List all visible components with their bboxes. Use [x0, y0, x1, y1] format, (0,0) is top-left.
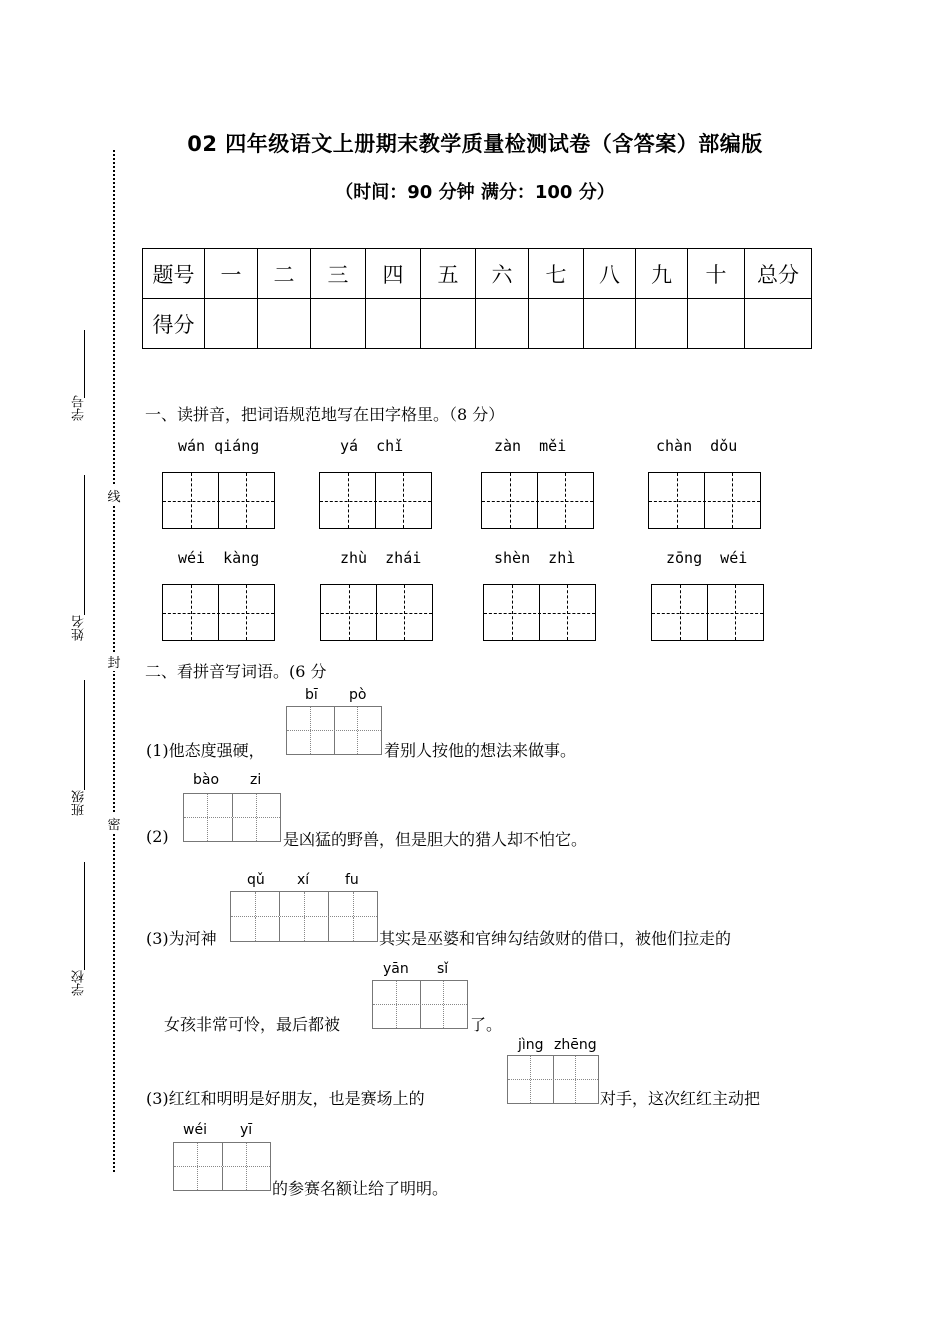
- score-header-cell: 总分: [745, 249, 812, 299]
- student-name-label: 姓名: [72, 615, 87, 641]
- pinyin-label: wéi kàng: [178, 549, 260, 567]
- answer-box[interactable]: [286, 706, 382, 755]
- score-header-cell: 九: [636, 249, 688, 299]
- score-cell[interactable]: [258, 299, 311, 349]
- score-table-score-row: [143, 299, 812, 349]
- pinyin-label: shèn zhì: [494, 549, 576, 567]
- school-label: 学校: [72, 970, 87, 996]
- score-cell[interactable]: [584, 299, 636, 349]
- score-header-cell: 题号: [143, 249, 205, 299]
- student-name-field[interactable]: [84, 475, 85, 615]
- pinyin-label: zhù zhái: [340, 549, 422, 567]
- score-header-cell: 二: [258, 249, 311, 299]
- pinyin-label: xí: [297, 872, 310, 888]
- question-text: 其实是巫婆和官绅勾结敛财的借口，被他们拉走的: [379, 929, 732, 948]
- binding-char-feng: 封: [106, 652, 122, 671]
- pinyin-label: zhēng: [554, 1037, 597, 1053]
- score-header-cell: 八: [584, 249, 636, 299]
- question-text: 对手，这次红红主动把: [600, 1089, 761, 1108]
- tianzige-grid[interactable]: [483, 584, 596, 641]
- school-field[interactable]: [84, 862, 85, 970]
- question-text: (1)他态度强硬，: [146, 741, 265, 760]
- answer-box[interactable]: [173, 1142, 271, 1191]
- tianzige-grid[interactable]: [481, 472, 594, 529]
- student-number-field[interactable]: [84, 330, 85, 398]
- score-header-cell: 四: [366, 249, 421, 299]
- score-header-cell: 五: [421, 249, 476, 299]
- question-text: 的参赛名额让给了明明。: [272, 1179, 449, 1198]
- pinyin-label: fu: [345, 872, 359, 888]
- score-row-label: 得分: [143, 299, 205, 349]
- tianzige-grid[interactable]: [651, 584, 764, 641]
- pinyin-label: yī: [240, 1122, 253, 1138]
- section1-heading: 一、读拼音，把词语规范地写在田字格里。（8 分）: [145, 405, 505, 424]
- pinyin-label: zi: [250, 772, 262, 788]
- pinyin-label: zōng wéi: [666, 549, 748, 567]
- score-cell[interactable]: [688, 299, 745, 349]
- score-cell[interactable]: [745, 299, 812, 349]
- pinyin-label: pò: [349, 687, 367, 703]
- score-cell[interactable]: [421, 299, 476, 349]
- score-cell[interactable]: [636, 299, 688, 349]
- binding-char-mi: 密: [106, 814, 122, 833]
- answer-box[interactable]: [230, 891, 378, 942]
- score-cell[interactable]: [476, 299, 529, 349]
- answer-box[interactable]: [372, 980, 468, 1029]
- tianzige-grid[interactable]: [319, 472, 432, 529]
- page-title: 02 四年级语文上册期末教学质量检测试卷（含答案）部编版: [187, 132, 763, 156]
- score-header-cell: 七: [529, 249, 584, 299]
- question-text: (2): [146, 827, 169, 846]
- score-cell[interactable]: [529, 299, 584, 349]
- question-text: 着别人按他的想法来做事。: [384, 741, 577, 760]
- tianzige-grid[interactable]: [162, 584, 275, 641]
- student-number-label: 学号: [72, 395, 87, 421]
- pinyin-label: wéi: [183, 1122, 207, 1138]
- score-header-cell: 一: [205, 249, 258, 299]
- pinyin-label: zàn měi: [494, 437, 567, 455]
- pinyin-label: bào: [193, 772, 220, 788]
- score-header-cell: 十: [688, 249, 745, 299]
- score-cell[interactable]: [366, 299, 421, 349]
- question-text: 了。: [470, 1015, 503, 1034]
- answer-box[interactable]: [183, 793, 281, 842]
- pinyin-label: yān: [383, 961, 409, 977]
- pinyin-label: qǔ: [247, 872, 265, 888]
- score-header-cell: 三: [311, 249, 366, 299]
- score-header-cell: 六: [476, 249, 529, 299]
- score-table-header-row: [143, 249, 812, 299]
- score-cell[interactable]: [205, 299, 258, 349]
- question-text: (3)为河神: [146, 929, 217, 948]
- question-text: 女孩非常可怜，最后都被: [164, 1015, 341, 1034]
- score-table: [142, 248, 812, 349]
- section2-heading: 二、看拼音写词语。(6 分: [145, 662, 327, 681]
- answer-box[interactable]: [507, 1055, 599, 1104]
- pinyin-label: chàn dǒu: [656, 437, 738, 455]
- score-cell[interactable]: [311, 299, 366, 349]
- page-subtitle: （时间：90 分钟 满分：100 分）: [335, 182, 615, 203]
- tianzige-grid[interactable]: [162, 472, 275, 529]
- pinyin-label: wán qiáng: [178, 437, 260, 455]
- pinyin-label: sǐ: [437, 961, 449, 977]
- class-label: 班级: [72, 790, 87, 816]
- question-text: (3)红红和明明是好朋友，也是赛场上的: [146, 1089, 425, 1108]
- tianzige-grid[interactable]: [320, 584, 433, 641]
- pinyin-label: yá chǐ: [340, 437, 404, 455]
- pinyin-label: bī: [305, 687, 318, 703]
- tianzige-grid[interactable]: [648, 472, 761, 529]
- binding-char-xian: 线: [106, 486, 122, 505]
- question-text: 是凶猛的野兽，但是胆大的猎人却不怕它。: [283, 830, 588, 849]
- pinyin-label: jìng: [518, 1037, 544, 1053]
- class-field[interactable]: [84, 680, 85, 790]
